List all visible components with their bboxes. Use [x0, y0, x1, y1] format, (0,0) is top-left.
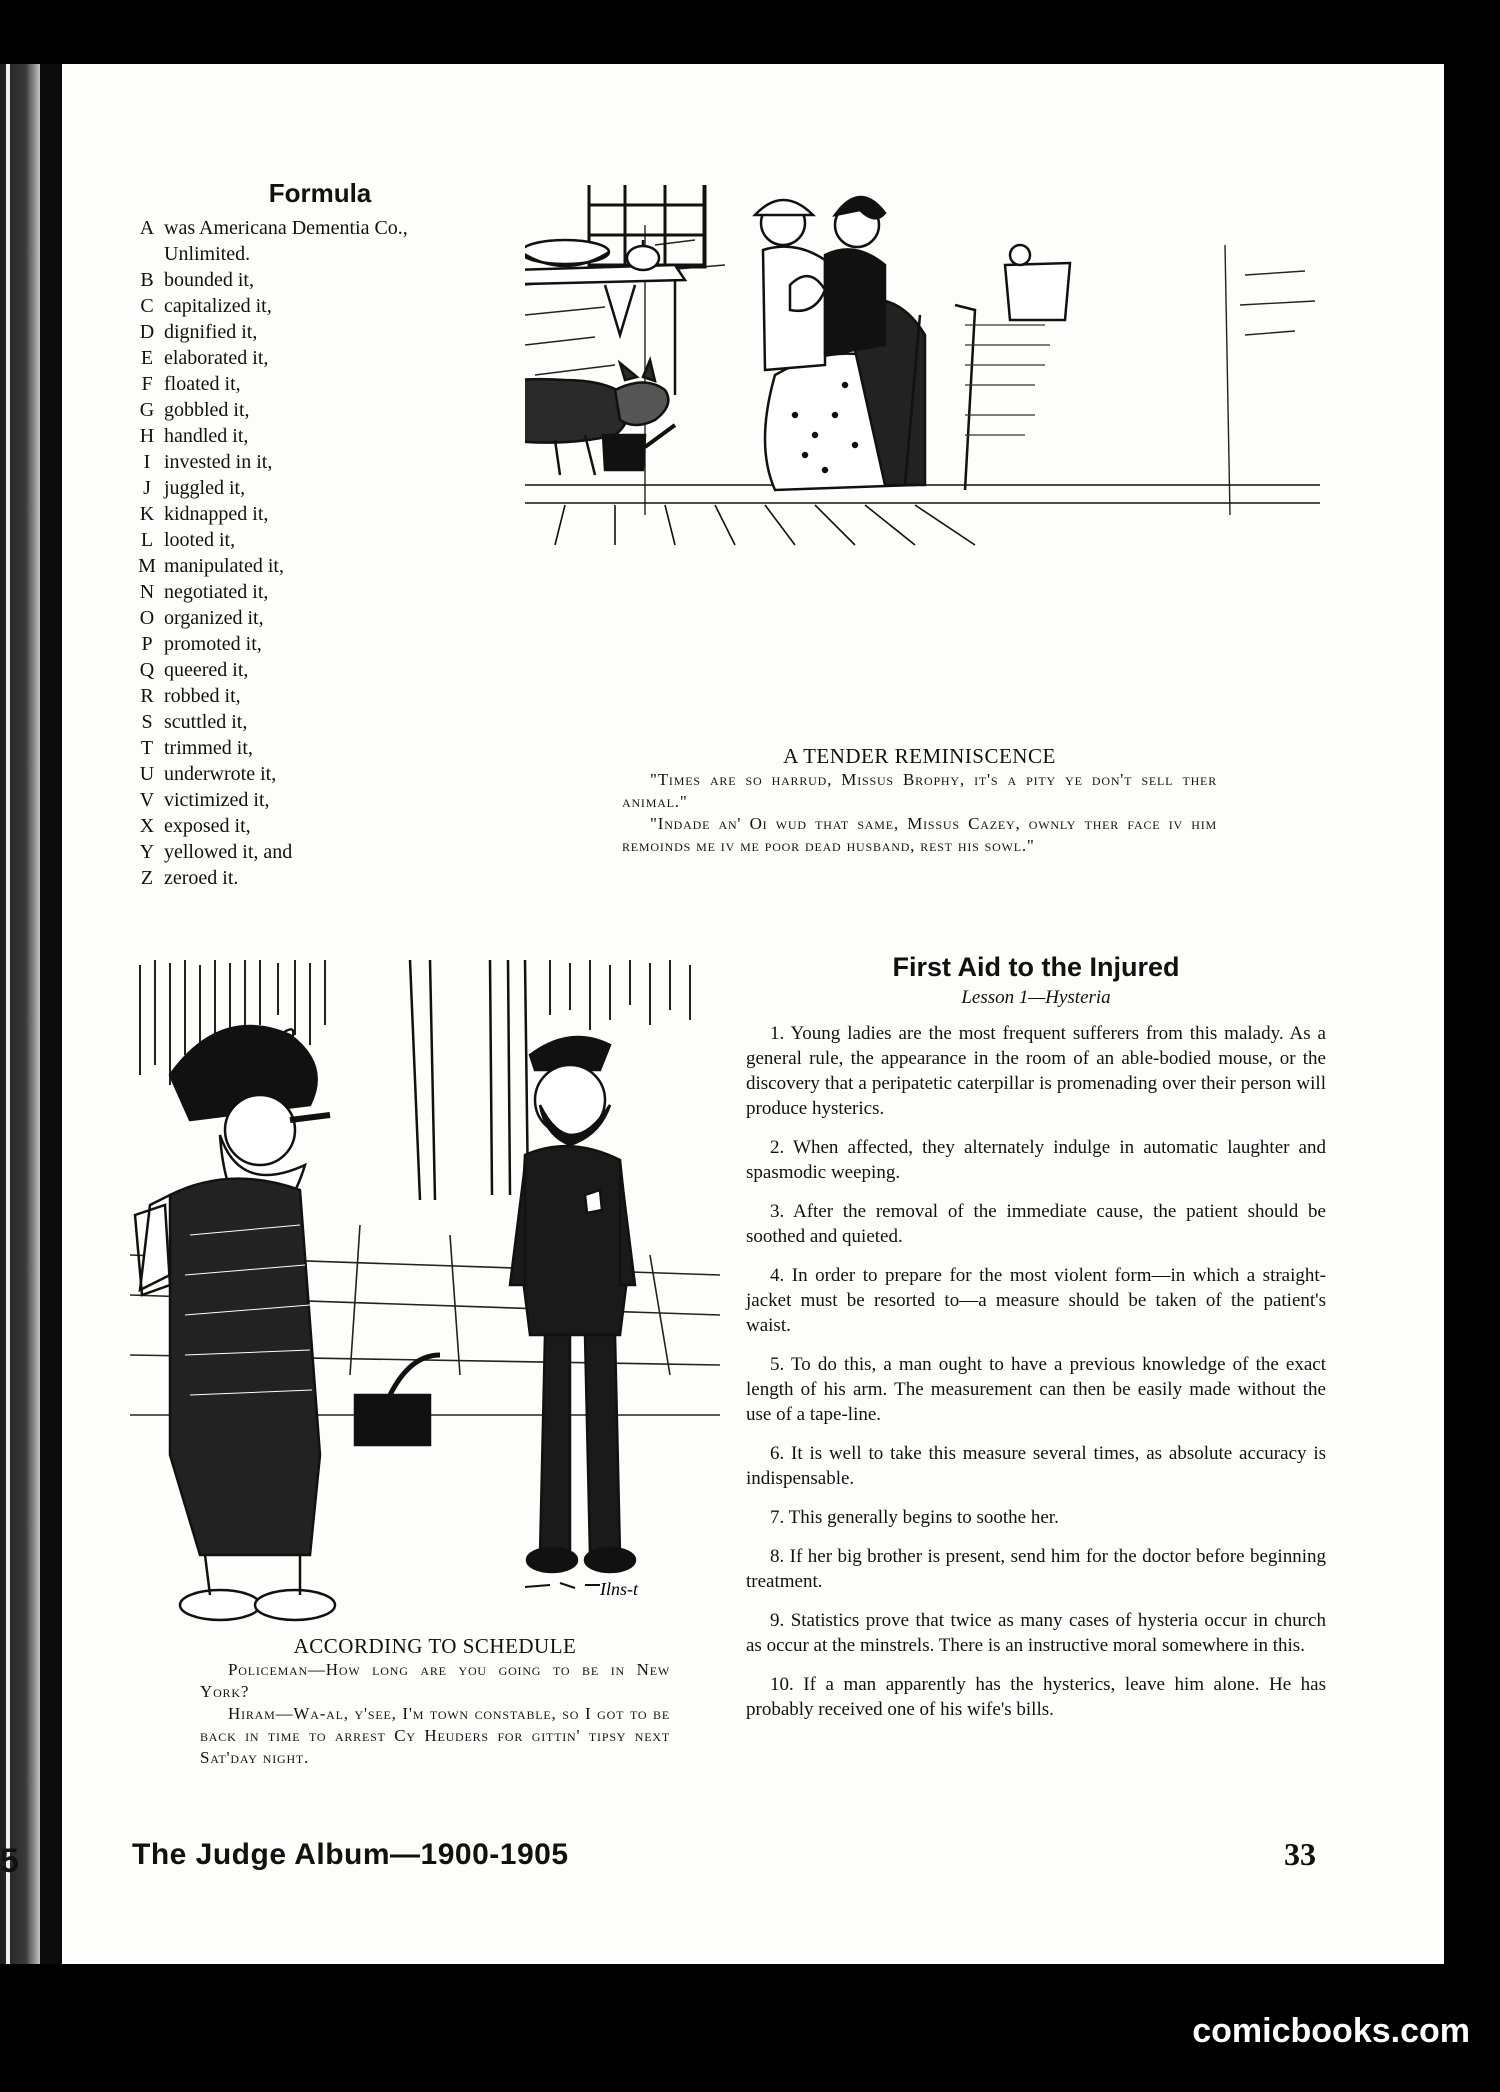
- formula-row: [130, 813, 510, 839]
- article-paragraph: 5. To do this, a man ought to have a previous knowledge of the exact length of his arm. The measurement can then be easily made without the use of a tape-line.: [746, 1354, 1326, 1425]
- formula-section: [130, 178, 510, 891]
- formula-letter: D: [139, 321, 155, 343]
- formula-text: was Americana Dementia Co.,: [164, 217, 408, 239]
- article-paragraph: 6. It is well to take this measure several times, as absolute accuracy is indispensable.: [746, 1443, 1326, 1489]
- formula-letter: Y: [139, 841, 155, 863]
- formula-letter: U: [139, 763, 155, 785]
- formula-text: underwrote it,: [164, 763, 277, 785]
- formula-row: [130, 787, 510, 813]
- formula-row: [130, 657, 510, 683]
- formula-letter: R: [140, 685, 154, 707]
- according-to-schedule-caption: [200, 1634, 670, 1769]
- previous-page-number: 5: [0, 1842, 19, 1880]
- formula-letter: F: [141, 373, 153, 395]
- formula-text: victimized it,: [164, 789, 270, 811]
- binding-strip: [40, 64, 62, 1964]
- spine-edge: [6, 64, 10, 1964]
- formula-title: Formula: [268, 178, 372, 208]
- lesson-subtitle: Lesson 1—Hysteria: [961, 987, 1111, 1008]
- formula-row: [130, 839, 510, 865]
- article-paragraph: 7. This generally begins to soothe her.: [770, 1507, 1059, 1528]
- formula-letter: H: [139, 425, 155, 447]
- caption-line: "Indade an' Oi wud that same, Missus Cazey, ownly ther face iv him remoinds me iv me poor dead husband, rest his sowl.": [622, 814, 1217, 855]
- formula-text: robbed it,: [164, 685, 241, 707]
- formula-letter: P: [141, 633, 153, 655]
- formula-letter: [130, 241, 164, 267]
- formula-text: organized it,: [164, 607, 264, 629]
- formula-letter: L: [140, 529, 154, 551]
- formula-text: promoted it,: [164, 633, 262, 655]
- formula-row: [130, 683, 510, 709]
- formula-text: looted it,: [164, 529, 236, 551]
- formula-letter: A: [139, 217, 155, 239]
- formula-row: [130, 709, 510, 735]
- formula-text: negotiated it,: [164, 581, 269, 603]
- formula-letter: B: [140, 269, 154, 291]
- article-paragraph: 2. When affected, they alternately indulge in automatic laughter and spasmodic weeping.: [746, 1137, 1326, 1183]
- formula-list: [130, 215, 510, 891]
- formula-row: [130, 215, 510, 241]
- formula-letter: M: [138, 555, 156, 577]
- formula-text: elaborated it,: [164, 347, 269, 369]
- article-paragraph: 1. Young ladies are the most frequent sufferers from this malady. As a general rule, the appearance in the room of an able-bodied mouse, or the discovery that a peripatetic caterpillar is promenading over their person will produce hysterics.: [746, 1023, 1326, 1119]
- formula-letter: X: [139, 815, 155, 837]
- formula-row: [130, 501, 510, 527]
- article-paragraph: 4. In order to prepare for the most violent form—in which a straight-jacket must be resorted to—a measure should be taken of the patient's waist.: [746, 1265, 1326, 1336]
- article-paragraph: 8. If her big brother is present, send him for the doctor before beginning treatment.: [746, 1546, 1326, 1592]
- formula-row: [130, 293, 510, 319]
- formula-row: [130, 371, 510, 397]
- formula-row: [130, 423, 510, 449]
- formula-row: [130, 449, 510, 475]
- formula-letter: Z: [140, 867, 154, 889]
- formula-row: [130, 605, 510, 631]
- formula-text: trimmed it,: [164, 737, 253, 759]
- formula-letter: G: [139, 399, 155, 421]
- according-to-schedule-title: ACCORDING TO SCHEDULE: [293, 1634, 577, 1658]
- formula-letter: O: [139, 607, 155, 629]
- formula-letter: T: [140, 737, 154, 759]
- artist-signature: Ilns-t: [600, 1579, 638, 1599]
- caption-line: Hiram—Wa-al, y'see, I'm town constable, so I got to be back in time to arrest Cy Heuders for gittin' tipsy next Sat'day night.: [200, 1704, 670, 1767]
- formula-letter: V: [139, 789, 155, 811]
- formula-text: juggled it,: [164, 477, 246, 499]
- formula-letter: I: [143, 451, 151, 473]
- formula-row: [130, 345, 510, 371]
- formula-row: [130, 761, 510, 787]
- formula-text: manipulated it,: [164, 555, 284, 577]
- formula-text: floated it,: [164, 373, 241, 395]
- formula-letter: S: [141, 711, 153, 733]
- formula-row: [130, 397, 510, 423]
- according-to-schedule-illustration: [130, 955, 720, 1630]
- album-title: The Judge Album—1900-1905: [132, 1838, 569, 1871]
- formula-text: kidnapped it,: [164, 503, 269, 525]
- formula-text: scuttled it,: [164, 711, 248, 733]
- formula-text: dignified it,: [164, 321, 258, 343]
- formula-row: [130, 735, 510, 761]
- tender-reminiscence-caption: [622, 744, 1217, 857]
- first-aid-title: First Aid to the Injured: [892, 952, 1180, 982]
- formula-row: [130, 553, 510, 579]
- formula-text: invested in it,: [164, 451, 273, 473]
- article-paragraph: 3. After the removal of the immediate cause, the patient should be soothed and quieted.: [746, 1201, 1326, 1247]
- formula-row: [130, 865, 510, 891]
- formula-row: [130, 475, 510, 501]
- caption-line: "Times are so harrud, Missus Brophy, it's a pity ye don't sell ther animal.": [622, 770, 1217, 811]
- formula-text: exposed it,: [164, 815, 251, 837]
- formula-row: [130, 527, 510, 553]
- formula-letter: N: [139, 581, 155, 603]
- page-number: 33: [1284, 1836, 1316, 1872]
- formula-text: yellowed it, and: [164, 841, 293, 863]
- formula-letter: J: [143, 477, 151, 499]
- tender-reminiscence-illustration: [525, 185, 1320, 730]
- article-paragraph: 9. Statistics prove that twice as many cases of hysteria occur in church as occur at the minstrels. There is an instructive moral somewhere in this.: [746, 1610, 1326, 1656]
- formula-text: Unlimited.: [164, 243, 251, 265]
- formula-letter: C: [140, 295, 154, 317]
- tender-reminiscence-title: A TENDER REMINISCENCE: [783, 744, 1056, 768]
- formula-text: capitalized it,: [164, 295, 272, 317]
- formula-text: zeroed it.: [164, 867, 239, 889]
- formula-row: [130, 319, 510, 345]
- article-paragraph: 10. If a man apparently has the hysterics, leave him alone. He has probably received one of his wife's bills.: [746, 1674, 1326, 1720]
- formula-letter: Q: [139, 659, 155, 681]
- formula-row: [130, 631, 510, 657]
- formula-text: gobbled it,: [164, 399, 250, 421]
- formula-text: bounded it,: [164, 269, 254, 291]
- formula-row: [130, 241, 510, 267]
- formula-letter: E: [140, 347, 154, 369]
- formula-text: handled it,: [164, 425, 249, 447]
- formula-row: [130, 267, 510, 293]
- watermark: comicbooks.com: [1192, 2012, 1470, 2050]
- formula-row: [130, 579, 510, 605]
- formula-letter: K: [139, 503, 155, 525]
- caption-line: Policeman—How long are you going to be in New York?: [200, 1660, 670, 1701]
- first-aid-article: [746, 952, 1326, 1736]
- formula-text: queered it,: [164, 659, 249, 681]
